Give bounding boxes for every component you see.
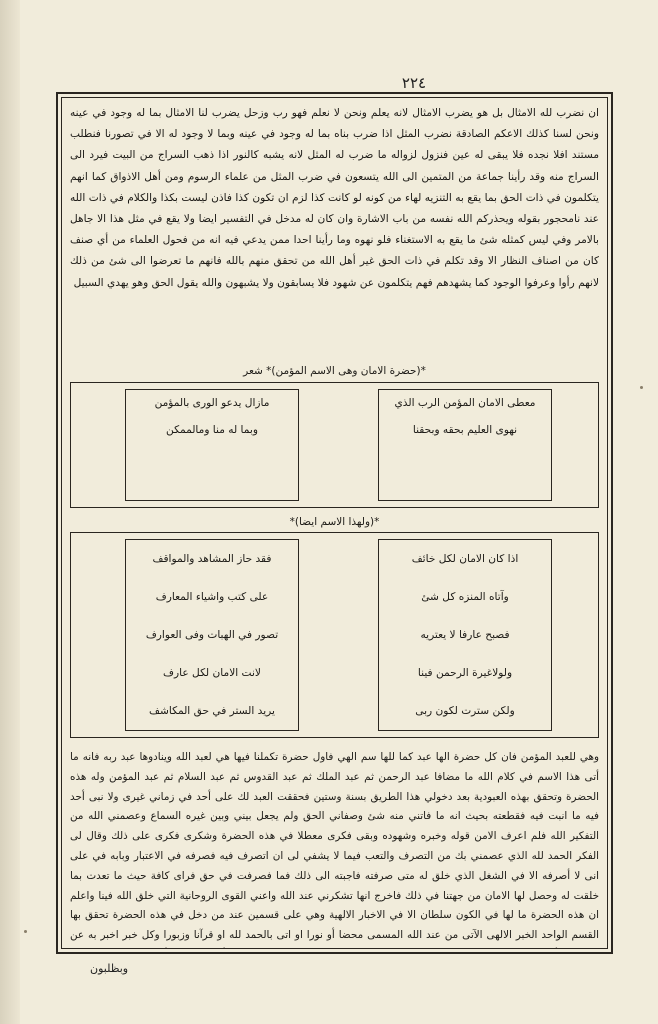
poem-2-left-line: فقد حاز المشاهد والمواقف bbox=[152, 553, 272, 565]
paper-spot bbox=[24, 930, 27, 933]
poem-block-2 bbox=[70, 532, 599, 738]
paper-spot bbox=[640, 386, 643, 389]
poem-2-left-line: يريد الستر في حق المكاشف bbox=[149, 705, 275, 717]
poem-2-right-line: ولكن سترت لكون ربى bbox=[415, 705, 515, 717]
paragraph-main-bottom: وهي للعبد المؤمن فان كل حضرة الها عبد كما للها سم الهي فاول حضرة تكملنا فيها هي لعبد الله وينادوها عبد ربه فانه ما أتى هذا الاسم في كلام الله ما مضافا عبد الرحمن ثم عبد الملك ثم عبد القدوس ثم عبد السلام ثم عبد المؤمن وله هذه الحضرة وتحقق بهذه العبودية بعد دخولي هذا الطريق بسنة وستين فحققت العبد لك على أحد في زماني غيرى ولا نبى أحد فيه ما انبت فيه فقطعته بحيث انه ما فاتني منه شئ وصفاني الحق ولم يجعل بيني وبين غيره السماع وعصمني الله من التفكير الله فلم اعرف الامن قوله وخبره وشهوده وبقى فكرى معطلا في هذه الحضرة وشكرى فكرى على ذلك وقال لى الفكر الحمد لله الذي عصمني بك من التصرف والتعب فيما لا يشفي لى ان اتصرف فيه فصرفه في الاعتبار وبابه في على انى لا أصرفه الا في الشغل الذي خلق له متى صرفته فاجبته الى ذلك فما فصرفت في حق فراى كافة حيث ما تعدت بما خلقت له وحصل لها الامان من جهتنا في ذلك فاخرج انها تشكرني عند الله واعني القوى الروحانية التي خلق الله فينا واعلم ان هذه الحضرة ما لها في الكون سلطان الا في الاخبار الالهية وهي على قسمين عند من دخل في هذه الحضرة تحقق بها القسم الواحد الخبر الالهى الآتى من عند الله المسمى محضا أو نورا او اتى بالحمد لله او قرآنا وزبورا وكل خبر اخبر به عن bbox=[70, 751, 599, 942]
section-heading-also-this-name: *(ولهذا الاسم ايضا)* bbox=[289, 516, 380, 528]
poem-2-left-line: تصور في الهبات وفى العوارف bbox=[145, 629, 279, 641]
poem-block-1 bbox=[70, 382, 599, 508]
poem-2-left-column bbox=[125, 539, 299, 731]
text-frame-inner bbox=[61, 97, 608, 949]
poem-1-right-line: نهوى العليم بحقه وبحقنا bbox=[412, 424, 518, 436]
poem-1-right-line: معطى الامان المؤمن الرب الذي bbox=[394, 397, 536, 409]
paragraph-main-top: ان نضرب لله الامثال بل هو يضرب الامثال لانه يعلم ونحن لا نعلم فهو رب وزحل يضرب لنا الامثال بما له وجود في عينه ونحن لسنا كذلك الاعكم الصادقة نضرب المثل اذا ضرب بناه بما له وجود في عينه وبما لا وجود له الا في تصورنا فنطلب مستند افلا نجده فلا يبقى له عين فنزول لزواله ما ضرب له المثل لانه يشبه كالنور اذا ذهب السراج من البيت فيرد الى السراج منه وقد رأينا جماعة من المتمين الى الله يتسعون في ضرب المثل من علماء الرسوم ومن أهل الاذواق كما انهم يتكلمون في ذات الحق بما يقع به التنزيه لهاء من كونه لو كانت كذا لزم ان تكون كذا فاذن ليست بكذا والكلام في ذات الله عند نامحجور بقوله ويحذركم الله نفسه من باب الاشارة وان كان له مدخل في التفسير ايضا ولا يقع في مثل هذا الا جاهل بالامر وفي ليس كمثله شئ ما يقع به الاستغناء فلو نهوه وما رأينا احدا ممن يدعي فيه انه من فحول العلماء من أي صنف كان من اصناف النظار الا وقد تكلم في ذات الحق غير أهل الله من تحقق منهم بالله فانهم ما تعرضوا الى شئ من ذلك لانهم رأوا وعرفوا الوجود كما يشهدهم فهم يتكلمون عن شهود فلا يسابقون ولا يشبهون والله يقول الحق وهو يهدي السبيل bbox=[70, 107, 599, 289]
page-number: ٢٢٤ bbox=[401, 74, 427, 92]
poem-2-right-line: اذا كان الامان لكل خائف bbox=[411, 553, 519, 565]
poem-1-right-column bbox=[378, 389, 552, 501]
poem-2-right-line: وآتاه المنزه كل شئ bbox=[421, 591, 509, 603]
catchword: وبظلبون bbox=[90, 962, 129, 975]
poem-2-right-column bbox=[378, 539, 552, 731]
poem-2-left-line: على كتب واشياء المعارف bbox=[155, 591, 269, 603]
poem-2-left-line: لانت الامان لكل عارف bbox=[163, 667, 261, 679]
poem-1-left-line: مازال يدعو الورى بالمؤمن bbox=[154, 397, 270, 409]
page-gutter-shadow bbox=[0, 0, 20, 1024]
section-heading-al-mumin: *(حضرة الامان وهى الاسم المؤمن)* شعر bbox=[243, 365, 426, 377]
text-frame bbox=[56, 92, 613, 954]
poem-1-left-line: وبما له منا ومالممكن bbox=[166, 424, 258, 436]
poem-2-right-line: فصبح عارفا لا يعتريه bbox=[420, 629, 510, 641]
poem-1-left-column bbox=[125, 389, 299, 501]
poem-2-right-line: ولولاغيرة الرحمن فينا bbox=[417, 667, 513, 679]
